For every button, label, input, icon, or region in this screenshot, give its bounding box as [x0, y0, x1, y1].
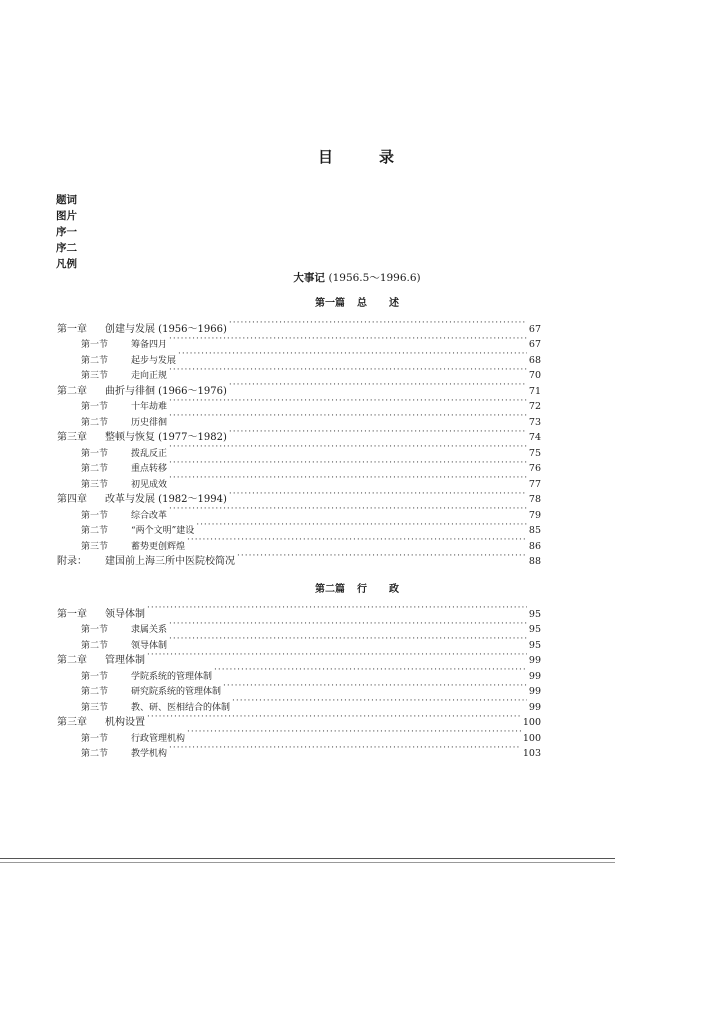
toc-page-number: 95: [528, 624, 541, 635]
toc-page-number: 79: [528, 509, 541, 521]
dot-leader: [187, 533, 527, 549]
dot-leader: [169, 440, 527, 456]
toc-entry-text: 走向正规: [131, 371, 168, 381]
toc-page-number: 73: [528, 416, 541, 428]
prelim-item[interactable]: 题词: [56, 194, 77, 206]
toc-page-number: 85: [528, 525, 541, 536]
dashiji-heading[interactable]: [0, 270, 714, 285]
toc-entry-number: 第二节: [81, 417, 109, 428]
toc-page-number: 72: [528, 401, 541, 412]
dot-leader: [214, 663, 527, 679]
dashiji-range: (1956.5～1996.6): [328, 272, 421, 284]
toc-page-number: 100: [522, 717, 541, 728]
dot-leader: [229, 378, 527, 394]
toc-entry-text: “两个文明”建设: [131, 526, 195, 536]
part1-title-b: 总: [357, 298, 367, 309]
toc-section-row[interactable]: [57, 471, 541, 490]
dot-leader: [229, 425, 527, 441]
dot-leader: [169, 394, 527, 410]
toc-entry-number: 第三节: [81, 371, 109, 381]
toc-section-row[interactable]: [57, 518, 541, 534]
toc-page-number: 100: [522, 732, 541, 744]
toc-entry-number: 第二节: [81, 687, 109, 697]
toc-entry-text: 改革与发展 (1982～1994): [105, 494, 227, 505]
part2-title-c: 政: [389, 584, 399, 595]
toc-page-number: 88: [528, 556, 541, 567]
toc-chapter-row[interactable]: [57, 710, 541, 726]
toc-entry-text: 学院系统的管理体制: [131, 671, 213, 682]
toc-entry-number: 第二节: [81, 749, 109, 759]
dot-leader: [169, 502, 527, 518]
toc-page-number: 68: [528, 354, 541, 366]
prelim-list: [56, 192, 77, 272]
toc-entry-text: 十年劫难: [131, 402, 168, 412]
toc-entry-text: 教、研、医相结合的体制: [131, 702, 231, 713]
toc-part1: [57, 316, 541, 567]
toc-entry-number: 第二章: [57, 655, 87, 666]
toc-entry-number: 第四章: [57, 494, 87, 505]
toc-entry-text: 创建与发展 (1956～1966): [105, 323, 227, 335]
toc-entry-number: 第一节: [81, 733, 109, 744]
part2-title-b: 行: [357, 584, 367, 595]
toc-entry-number: 第一节: [81, 510, 109, 521]
toc-chapter-row[interactable]: [57, 487, 541, 503]
toc-entry-text: 初见成效: [131, 479, 168, 490]
title-char-left: 目: [317, 148, 335, 166]
toc-chapter-row[interactable]: [57, 549, 541, 565]
toc-entry-text: 曲折与徘徊 (1966～1976): [105, 385, 227, 397]
dot-leader: [169, 617, 527, 633]
toc-page-number: 71: [528, 385, 541, 397]
toc-entry-text: 筹备四月: [131, 340, 168, 350]
toc-section-row[interactable]: [57, 533, 541, 552]
toc-page-number: 67: [528, 323, 541, 335]
title-char-right: 录: [379, 148, 397, 166]
toc-entry-text: 蓄势更创辉煌: [131, 541, 186, 552]
toc-entry-text: 建国前上海三所中医院校简况: [105, 556, 235, 567]
dot-leader: [169, 741, 521, 757]
toc-entry-number: 第一节: [81, 448, 109, 459]
page-title: [0, 146, 714, 167]
toc-entry-text: 隶属关系: [131, 625, 168, 635]
toc-entry-text: 管理体制: [105, 655, 145, 666]
toc-chapter-row[interactable]: [57, 425, 541, 441]
toc-entry-text: 研究院系统的管理体制: [131, 687, 222, 697]
toc-entry-text: 拨乱反正: [131, 448, 168, 459]
toc-entry-text: 整顿与恢复 (1977～1982): [105, 432, 227, 443]
toc-page-number: 67: [528, 339, 541, 350]
toc-entry-number: 第二节: [81, 464, 109, 474]
toc-entry-number: 第三节: [81, 479, 109, 490]
toc-page-number: 78: [528, 494, 541, 505]
toc-chapter-row[interactable]: [57, 601, 541, 620]
toc-entry-number: 第二节: [81, 355, 109, 366]
dot-leader: [237, 549, 527, 565]
toc-entry-number: 第三节: [81, 541, 109, 552]
toc-page-number: 75: [528, 447, 541, 459]
toc-entry-text: 历史徘徊: [131, 417, 168, 428]
toc-entry-text: 起步与发展: [131, 355, 177, 366]
toc-section-row[interactable]: [57, 456, 541, 472]
dot-leader: [169, 409, 527, 425]
toc-section-row[interactable]: [57, 440, 541, 459]
toc-page-number: 103: [522, 748, 541, 759]
toc-section-row[interactable]: [57, 617, 541, 633]
part2-heading: [0, 580, 714, 595]
dot-leader: [223, 679, 527, 695]
toc-section-row[interactable]: [57, 725, 541, 744]
toc-section-row[interactable]: [57, 394, 541, 410]
toc-section-row[interactable]: [57, 502, 541, 521]
toc-section-row[interactable]: [57, 347, 541, 366]
dot-leader: [196, 518, 527, 534]
toc-chapter-row[interactable]: [57, 648, 541, 664]
toc-part2: [57, 601, 541, 759]
toc-chapter-row[interactable]: [57, 378, 541, 397]
dashiji-label: 大事记: [293, 272, 325, 284]
toc-entry-text: 机构设置: [105, 717, 145, 728]
toc-section-row[interactable]: [57, 632, 541, 651]
toc-entry-number: 第一章: [57, 608, 87, 620]
toc-entry-number: 第一节: [81, 625, 109, 635]
toc-entry-number: 第三章: [57, 717, 87, 728]
toc-page-number: 76: [528, 463, 541, 474]
prelim-item[interactable]: 序一: [56, 226, 77, 238]
dot-leader: [169, 363, 527, 379]
toc-section-row[interactable]: [57, 741, 541, 757]
part1-heading: [0, 294, 714, 309]
dot-leader: [229, 487, 527, 503]
toc-page-number: 95: [528, 639, 541, 651]
toc-page-number: 99: [528, 701, 541, 713]
toc-entry-label: [57, 554, 237, 570]
toc-entry-number: 第三节: [81, 702, 109, 713]
dot-leader: [147, 648, 527, 664]
toc-page-number: 70: [528, 370, 541, 381]
toc-entry-text: 行政管理机构: [131, 733, 186, 744]
part1-title-a: 第一篇: [315, 298, 345, 309]
toc-entry-text: 综合改革: [131, 510, 168, 521]
toc-page-number: 95: [528, 608, 541, 620]
dot-leader: [169, 332, 527, 348]
dot-leader: [147, 601, 527, 617]
dot-leader: [169, 471, 527, 487]
part2-title-a: 第二篇: [315, 584, 345, 595]
dot-leader: [229, 316, 527, 332]
toc-section-row[interactable]: [57, 332, 541, 348]
toc-entry-text: 教学机构: [131, 749, 168, 759]
toc-section-row[interactable]: [57, 694, 541, 713]
toc-entry-number: 第二章: [57, 385, 87, 397]
dot-leader: [147, 710, 521, 726]
toc-entry-text: 重点转移: [131, 464, 168, 474]
dot-leader: [187, 725, 521, 741]
dot-leader: [232, 694, 527, 710]
dot-leader: [178, 347, 527, 363]
toc-entry-text: 领导体制: [131, 640, 168, 651]
dot-leader: [169, 456, 527, 472]
toc-page-number: 86: [528, 540, 541, 552]
prelim-item[interactable]: 凡例: [56, 258, 77, 270]
toc-section-row[interactable]: [57, 663, 541, 682]
toc-section-row[interactable]: [57, 679, 541, 695]
toc-section-row[interactable]: [57, 363, 541, 379]
prelim-item[interactable]: 图片: [56, 210, 77, 222]
toc-entry-label: [81, 747, 169, 763]
toc-entry-number: 第一节: [81, 402, 109, 412]
toc-page-number: 99: [528, 686, 541, 697]
toc-entry-number: 附录：: [57, 556, 87, 567]
prelim-item[interactable]: 序二: [56, 242, 77, 254]
scan-divider-faint: [0, 862, 615, 863]
toc-entry-number: 第二节: [81, 640, 109, 651]
toc-entry-number: 第一节: [81, 671, 109, 682]
toc-section-row[interactable]: [57, 409, 541, 428]
toc-page-number: 99: [528, 670, 541, 682]
toc-page-number: 99: [528, 655, 541, 666]
toc-entry-number: 第一节: [81, 340, 109, 350]
toc-page-number: 74: [528, 432, 541, 443]
toc-entry-number: 第一章: [57, 323, 87, 335]
toc-entry-number: 第二节: [81, 526, 109, 536]
toc-page-number: 77: [528, 478, 541, 490]
part1-title-c: 述: [389, 298, 399, 309]
scan-divider: [0, 858, 615, 859]
dot-leader: [169, 632, 527, 648]
toc-chapter-row[interactable]: [57, 316, 541, 335]
toc-entry-text: 领导体制: [105, 608, 145, 620]
toc-entry-number: 第三章: [57, 432, 87, 443]
